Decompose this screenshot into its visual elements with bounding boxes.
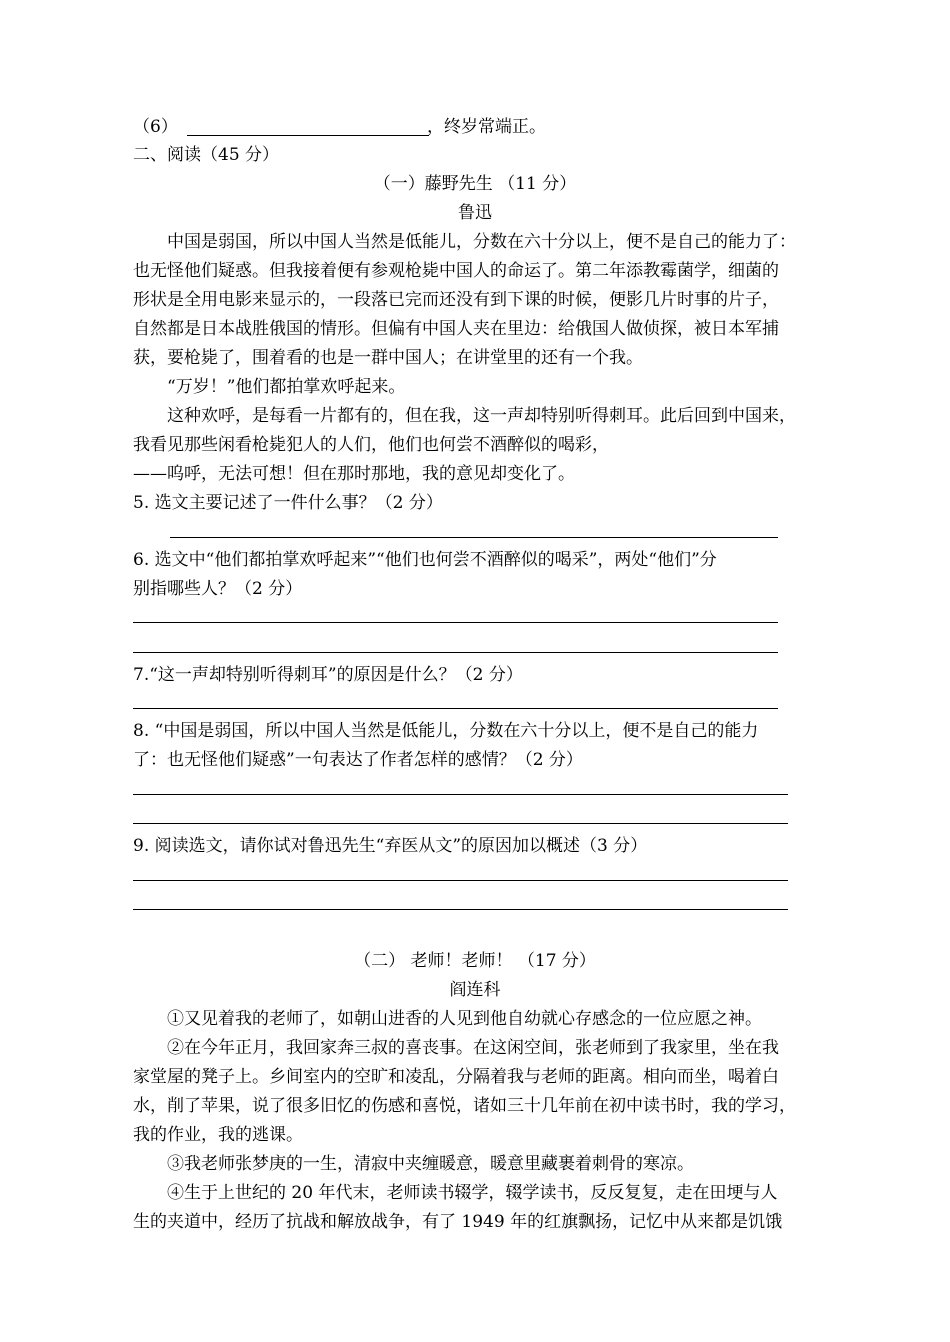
fill-in-6-blank[interactable] xyxy=(187,135,429,136)
passage-2-line: ③我老师张梦庚的一生，清寂中夹缠暖意，暖意里藏裹着刺骨的寒凉。 xyxy=(167,1154,694,1174)
passage-1-author: 鲁迅 xyxy=(458,203,492,223)
passage-1-title: （一）藤野先生 （11 分） xyxy=(373,174,577,194)
question-6-line-2: 别指哪些人？（2 分） xyxy=(133,579,303,599)
passage-1-line: ——呜呼，无法可想！但在那时那地，我的意见却变化了。 xyxy=(133,464,575,484)
passage-2-line: ①又见着我的老师了，如朝山进香的人见到他自幼就心存感念的一位应愿之神。 xyxy=(167,1009,762,1029)
passage-2-author: 阎连科 xyxy=(449,980,501,1000)
answer-line-q6[interactable] xyxy=(133,652,778,653)
question-7: 7.“这一声却特别听得刺耳”的原因是什么？（2 分） xyxy=(133,665,523,685)
answer-line-q8[interactable] xyxy=(133,823,788,824)
answer-line-q9[interactable] xyxy=(133,880,788,881)
question-8-line-2: 了：也无怪他们疑惑”一句表达了作者怎样的感情？（2 分） xyxy=(133,750,583,770)
answer-line-q8[interactable] xyxy=(133,794,788,795)
question-5: 5. 选文主要记述了一件什么事？（2 分） xyxy=(133,493,443,513)
passage-2-line: ④生于上世纪的 20 年代末，老师读书辍学，辍学读书，反反复复，走在田埂与人 xyxy=(167,1183,778,1203)
fill-in-6-label: （6） xyxy=(133,117,178,137)
passage-2-line: 生的夹道中，经历了抗战和解放战争，有了 1949 年的红旗飘扬，记忆中从来都是饥饿 xyxy=(133,1212,783,1232)
question-8-line-1: 8. “中国是弱国，所以中国人当然是低能儿，分数在六十分以上，便不是自己的能力 xyxy=(133,721,759,741)
passage-1-line: 自然都是日本战胜俄国的情形。但偏有中国人夹在里边：给俄国人做侦探，被日本军捕 xyxy=(133,319,779,339)
answer-line-q7[interactable] xyxy=(133,708,778,709)
passage-2-line: 家堂屋的凳子上。乡间室内的空旷和凌乱，分隔着我与老师的距离。相向而坐，喝着白 xyxy=(133,1067,779,1087)
answer-line-q6[interactable] xyxy=(133,622,778,623)
fill-in-6-suffix: ，终岁常端正。 xyxy=(427,117,546,137)
passage-2-title: （二） 老师！老师！ （17 分） xyxy=(354,951,596,971)
passage-1-line: 我看见那些闲看枪毙犯人的人们，他们也何尝不酒醉似的喝彩， xyxy=(133,435,609,455)
passage-1-line: “万岁！”他们都拍掌欢呼起来。 xyxy=(167,377,406,397)
answer-line-q9[interactable] xyxy=(133,909,788,910)
question-9: 9. 阅读选文，请你试对鲁迅先生“弃医从文”的原因加以概述（3 分） xyxy=(133,836,648,856)
passage-2-line: ②在今年正月，我回家奔三叔的喜丧事。在这闲空间，张老师到了我家里，坐在我 xyxy=(167,1038,779,1058)
passage-1-line: 形状是全用电影来显示的，一段落已完而还没有到下课的时候，便影几片时事的片子， xyxy=(133,290,779,310)
passage-1-line: 中国是弱国，所以中国人当然是低能儿，分数在六十分以上，便不是自己的能力了： xyxy=(167,232,796,252)
passage-1-line: 也无怪他们疑惑。但我接着便有参观枪毙中国人的命运了。第二年添教霉菌学，细菌的 xyxy=(133,261,779,281)
passage-1-line: 获，要枪毙了，围着看的也是一群中国人；在讲堂里的还有一个我。 xyxy=(133,348,643,368)
question-6-line-1: 6. 选文中“他们都拍掌欢呼起来”“他们也何尝不酒醉似的喝采”，两处“他们”分 xyxy=(133,550,717,570)
passage-2-line: 水，削了苹果，说了很多旧忆的伤感和喜悦，诸如三十几年前在初中读书时，我的学习， xyxy=(133,1096,796,1116)
answer-line-q5[interactable] xyxy=(170,537,778,538)
section-2-heading: 二、阅读（45 分） xyxy=(133,145,280,165)
passage-1-line: 这种欢呼，是每看一片都有的，但在我，这一声却特别听得刺耳。此后回到中国来， xyxy=(167,406,796,426)
passage-2-line: 我的作业，我的逃课。 xyxy=(133,1125,303,1145)
